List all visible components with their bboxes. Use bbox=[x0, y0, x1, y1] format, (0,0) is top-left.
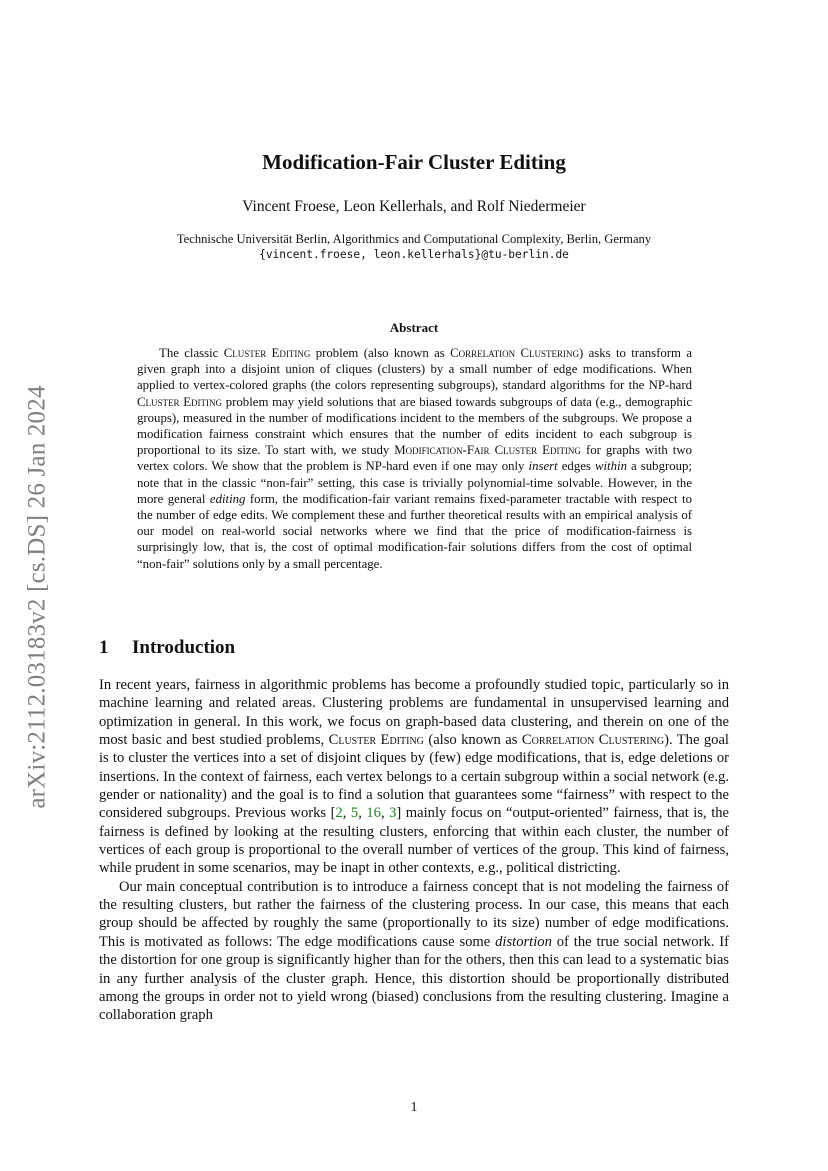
citation-separator: , bbox=[358, 805, 367, 822]
section-number: 1 bbox=[99, 637, 109, 658]
section-heading bbox=[99, 637, 235, 659]
body-text-run: of the true social network. If the distortion for one group is significantly higher than for the others, then this can lead to a systematic bias in any further analysis of the cluster graph. Hence, this distortion should be proportionally distributed among the groups in order not to yield wrong (biased) conclusions from the resulting clustering. Imagine a collaboration graph bbox=[99, 933, 729, 1024]
citation-link[interactable]: 16 bbox=[366, 805, 381, 822]
emphasis: insert bbox=[528, 459, 558, 474]
citation-link[interactable]: 2 bbox=[335, 805, 343, 822]
paragraph bbox=[99, 676, 729, 878]
abstract-text: problem may yield solutions that are biased towards subgroups of data (e.g., demographic groups), measured in the number of modifications incident to the members of the subgroups. We propose a modification fairness constraint which ensures that the number of edits incident to each subgroup is proportional to its size. To start with, we study bbox=[137, 394, 692, 458]
problem-name: Cluster Editing bbox=[223, 346, 311, 360]
abstract-text: The classic bbox=[159, 346, 224, 360]
body-text-run: ). The goal is to cluster the vertices into a set of disjoint cliques by (few) edge modifications, that is, edge deletions or insertions. In the context of fairness, each vertex belongs to a certain subgroup within a social network (e.g. gender or nationality) and the goal is to find a solution that guarantees some “fairness” with respect to the considered subgroups. Previous works [ bbox=[99, 732, 729, 822]
abstract-text: form, the modification-fair variant remains fixed-parameter tractable with respect to the number of edge edits. We complement these and further theoretical results with an empirical analysis of our model on real-world social networks where we find that the price of modification-fairness is surprisingly low, that is, the cost of optimal modification-fair solutions differs from the cost of optimal “non-fair” solutions only by a small percentage. bbox=[137, 491, 692, 571]
body-text bbox=[99, 676, 729, 1025]
abstract bbox=[137, 345, 692, 572]
citation-link[interactable]: 3 bbox=[389, 805, 397, 822]
body-text-run: ] mainly focus on “output-oriented” fairness, that is, the fairness is defined by looking at the resulting clusters, enforcing that within each cluster, the number of vertices of each group is proportional to the overall number of vertices of the group. This kind of fairness, while prudent in some scenarios, may be inapt in other contexts, e.g., political districting. bbox=[99, 805, 730, 877]
problem-name: Correlation Clustering bbox=[521, 732, 665, 749]
arxiv-identifier-text: arXiv:2112.03183v2 [cs.DS] 26 Jan 2024 bbox=[24, 385, 51, 809]
problem-name: Cluster Editing bbox=[328, 732, 424, 749]
emphasis: within bbox=[594, 459, 627, 474]
abstract-text: problem (also known as bbox=[310, 346, 451, 360]
citation-link[interactable]: 5 bbox=[350, 805, 359, 822]
citation-separator: , bbox=[380, 805, 390, 822]
body-text-run: In recent years, fairness in algorithmic problems has become a profoundly studied topic, particularly so in machine learning and related areas. Clustering problems are fundamental in unsupervised learning and optimization in general. In this work, we focus on graph-based data clustering, and therein on one of the most basic and best studied problems, bbox=[99, 677, 729, 749]
citation-separator: , bbox=[342, 805, 351, 822]
paper-title: Modification-Fair Cluster Editing bbox=[262, 150, 566, 174]
body-text-run: Our main conceptual contribution is to introduce a fairness concept that is not modeling the fairness of the resulting clusters, but rather the fairness of the clustering process. In our case, this means that each group should be affected by roughly the same (proportionally to its size) number of edge modifications. This is motivated as follows: The edge modifications cause some bbox=[99, 878, 729, 950]
author-list: Vincent Froese, Leon Kellerhals, and Rolf Niedermeier bbox=[242, 198, 586, 215]
problem-name: Modification-Fair Cluster Editing bbox=[394, 443, 581, 458]
problem-name: Cluster Editing bbox=[137, 394, 223, 409]
abstract-text: edges bbox=[557, 459, 595, 474]
problem-name: Correlation Clustering bbox=[450, 346, 579, 360]
section-title: Introduction bbox=[132, 637, 236, 658]
affiliation: Technische Universität Berlin, Algorithmics and Computational Complexity, Berlin, Germany bbox=[176, 232, 652, 246]
abstract-text: for graphs with two vertex colors. We show that the problem is NP-hard even if one may only bbox=[137, 443, 692, 474]
abstract-heading: Abstract bbox=[389, 320, 439, 335]
body-text-run: (also known as bbox=[423, 732, 522, 749]
emphasis: editing bbox=[209, 491, 246, 506]
arxiv-identifier bbox=[18, 372, 58, 822]
author-emails: {vincent.froese, leon.kellerhals}@tu-berlin.de bbox=[259, 248, 569, 261]
affiliation-block bbox=[0, 231, 828, 263]
abstract-text: ) asks to transform a given graph into a disjoint union of cliques (clusters) by a small number of edge modifications. When applied to vertex-colored graphs (the colors representing subgroups), standard algorithms for the NP-hard bbox=[137, 346, 693, 393]
emphasis: distortion bbox=[495, 933, 552, 950]
abstract-paragraph bbox=[137, 345, 692, 572]
page-number: 1 bbox=[410, 1100, 418, 1115]
abstract-text: a subgroup; note that in the classic “non-fair” setting, this case is trivially polynomial-time solvable. However, in the more general bbox=[137, 459, 692, 506]
paragraph bbox=[99, 878, 729, 1025]
